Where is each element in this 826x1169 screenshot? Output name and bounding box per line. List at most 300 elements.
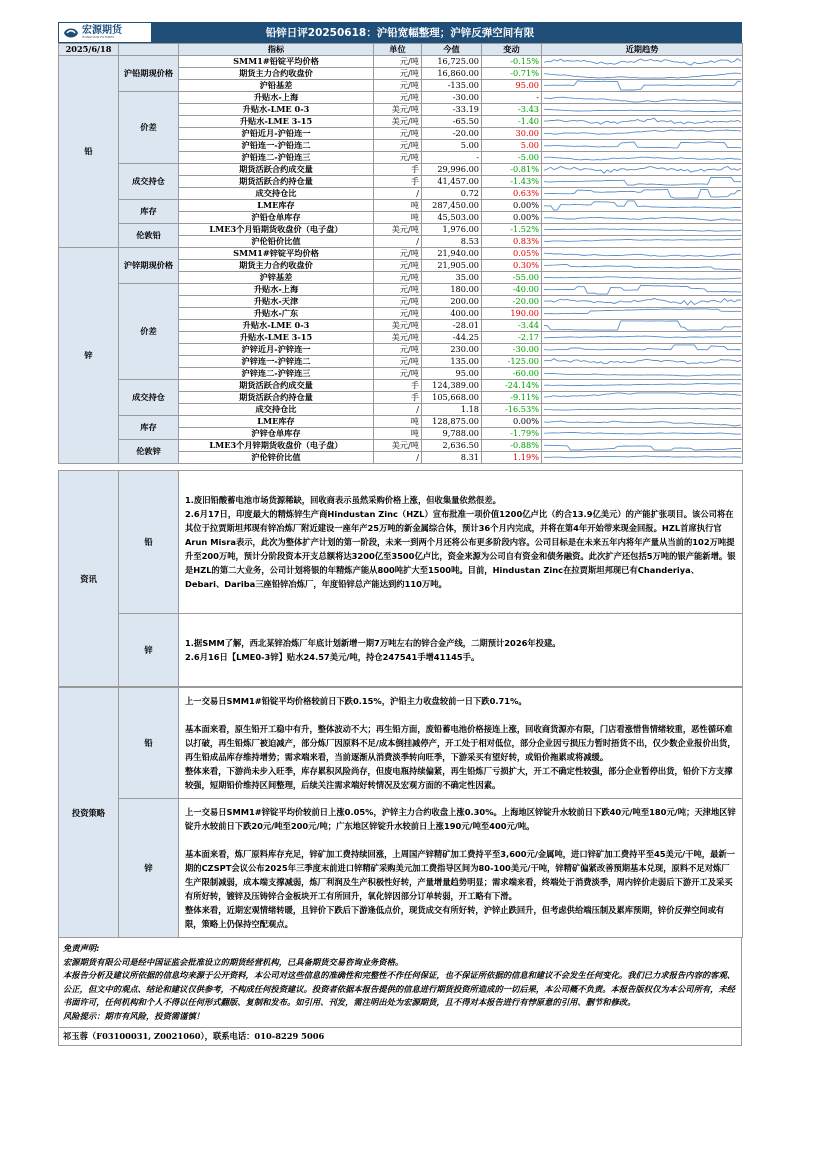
today-value: -44.25 [422,332,482,344]
table-header-row [59,44,743,56]
trend-sparkline [542,332,743,343]
unit-cell: 元/吨 [374,152,422,164]
trend-sparkline [542,236,743,247]
indicator-name: 升贴水-上海 [179,284,374,296]
table-row [59,164,743,176]
change-value: -30.00 [482,344,542,356]
unit-cell: 元/吨 [374,56,422,68]
sparkline-path [544,285,741,294]
news-zinc-label: 锌 [119,614,179,687]
trend-sparkline [542,308,743,319]
today-value: 230.00 [422,344,482,356]
trend-cell [542,104,743,116]
today-value: 9,788.00 [422,428,482,440]
sparkline-path [544,229,741,231]
trend-cell [542,176,743,188]
indicator-name: 升贴水-LME 3-15 [179,332,374,344]
sparkline-path [544,118,741,124]
group-label: 成交持仓 [119,164,179,200]
unit-cell: 元/吨 [374,248,422,260]
today-value: 128,875.00 [422,416,482,428]
change-value: -0.15% [482,56,542,68]
indicator-name: 沪铅近月-沪铅连一 [179,128,374,140]
report-header [58,22,742,43]
sparkline-path [544,253,741,256]
indicator-name: 期货主力合约收盘价 [179,68,374,80]
indicator-name: 沪铅基差 [179,80,374,92]
today-value: 200.00 [422,296,482,308]
trend-cell [542,164,743,176]
change-value: 0.00% [482,212,542,224]
today-value: 287,450.00 [422,200,482,212]
news-table [58,470,743,687]
indicator-name: 沪锌近月-沪锌连一 [179,344,374,356]
trend-sparkline [542,68,743,79]
indicator-name: 升贴水-LME 3-15 [179,116,374,128]
news-zinc-p2: 2.6月16日【LME0-3锌】贴水24.57美元/吨，持仓247541手增41145手。 [185,652,480,662]
table-body [59,56,743,464]
change-value: 0.05% [482,248,542,260]
news-lead-p2: 2.6月17日，印度最大的精炼锌生产商Hindustan Zinc（HZL）宣布批准一项价值1200亿卢比（约合13.9亿美元）的产能扩张项目。该公司将在其位于拉贾斯坦邦现有锌冶炼厂附近建设一座年产25万吨的新金属综合体，预计36个月内完成，并将在第4年开始带来现金回报。HZL首席执行官Arun Misra表示，此次为整体扩产计划的第一阶段，未来一到两个月还将公布更多阶段内容。公司目标是在未来五年内将年产量从当前的102万吨提升至200万吨，预计分阶段资本开支总额将达3200亿至3500亿卢比，资金来源为公司自有资金和债务融资。此次扩产还包括5万吨的银产能新增。银是HZL的第二大业务，公司计划将银的年精炼产能从800吨扩大至1500吨。目前，Hindustan Zinc在拉贾斯坦邦现已有Chanderiya、Debari、Dariba三座铅锌冶炼厂，年度铅锌总产能达到约110万吨。 [185,509,736,589]
sparkline-path [544,73,741,78]
indicator-name: 期货活跃合约持仓量 [179,392,374,404]
trend-cell [542,152,743,164]
sparkline-path [544,81,741,90]
indicator-name: 升贴水-上海 [179,92,374,104]
change-value: -3.44 [482,320,542,332]
indicator-name: LME3个月锌期货收盘价（电子盘） [179,440,374,452]
indicator-name: 成交持仓比 [179,404,374,416]
trend-cell [542,428,743,440]
trend-sparkline [542,92,743,103]
trend-cell [542,224,743,236]
today-value: 21,940.00 [422,248,482,260]
trend-cell [542,440,743,452]
today-value: 105,668.00 [422,392,482,404]
news-lead-p1: 1.废旧铅酸蓄电池市场货源稀缺，回收商表示虽然采购价格上涨，但收集量依然很差。 [185,495,501,505]
change-value: -9.11% [482,392,542,404]
change-value: -3.43 [482,104,542,116]
trend-cell [542,344,743,356]
news-lead-label: 铅 [119,471,179,614]
change-value: -60.00 [482,368,542,380]
news-label: 资讯 [59,471,119,687]
unit-cell: / [374,188,422,200]
change-value: 190.00 [482,308,542,320]
today-value: 8.31 [422,452,482,464]
sparkline-path [544,345,741,350]
indicator-name: 期货活跃合约持仓量 [179,176,374,188]
unit-cell: 元/吨 [374,368,422,380]
change-value: -1.40 [482,116,542,128]
table-row [59,284,743,296]
change-value: -16.53% [482,404,542,416]
sparkline-path [544,142,741,148]
trend-sparkline [542,416,743,427]
indicator-name: 升贴水-广东 [179,308,374,320]
sparkline-path [544,265,741,270]
strategy-zinc-label: 锌 [119,799,179,938]
trend-sparkline [542,428,743,439]
change-value: 0.00% [482,416,542,428]
trend-cell [542,116,743,128]
news-zinc-p1: 1.据SMM了解，西北某锌冶炼厂年底计划新增一期7万吨左右的锌合金产线，二期预计2026年投建。 [185,638,561,648]
unit-cell: 元/吨 [374,308,422,320]
trend-cell [542,332,743,344]
unit-cell: 手 [374,164,422,176]
table-row [59,224,743,236]
indicator-name: SMM1#锌锭平均价格 [179,248,374,260]
trend-cell [542,452,743,464]
indicator-name: 升贴水-LME 0-3 [179,104,374,116]
sparkline-path [544,359,741,364]
header-today: 今值 [422,44,482,56]
unit-cell: 手 [374,380,422,392]
change-value: 0.30% [482,260,542,272]
sparkline-path [544,383,741,385]
sparkline-path [544,408,741,410]
sparkline-path [544,456,741,458]
indicator-name: 沪锌基差 [179,272,374,284]
today-value: 41,457.00 [422,176,482,188]
sparkline-path [544,217,741,220]
change-value: 0.83% [482,236,542,248]
today-value: 400.00 [422,308,482,320]
trend-cell [542,296,743,308]
trend-sparkline [542,368,743,379]
logo-text: 宏源期货 [82,25,122,36]
unit-cell: 吨 [374,416,422,428]
strategy-lead-label: 铅 [119,688,179,799]
trend-cell [542,188,743,200]
strategy-zinc-text [179,799,743,938]
trend-sparkline [542,260,743,271]
unit-cell: 美元/吨 [374,320,422,332]
unit-cell: 元/吨 [374,140,422,152]
unit-cell: 手 [374,176,422,188]
trend-sparkline [542,344,743,355]
indicator-name: 期货活跃合约成交量 [179,164,374,176]
unit-cell: 美元/吨 [374,116,422,128]
strategy-lead-p4: 整体来看，下游尚未步入旺季，库存累积风险尚存，但废电瓶持续偏紧，再生铅炼厂亏损扩大，开工不确定性较强，部分企业暂停出货，铅价下方支撑较强，短期铅价维持区间整理，后续关注需求端好转情况及宏观方面的不确定性因素。 [185,766,733,790]
trend-cell [542,56,743,68]
trend-cell [542,404,743,416]
sparkline-path [544,277,741,279]
unit-cell: 美元/吨 [374,224,422,236]
sparkline-path [544,167,741,174]
unit-cell: 美元/吨 [374,440,422,452]
group-label: 库存 [119,416,179,440]
change-value: -40.00 [482,284,542,296]
unit-cell: 吨 [374,200,422,212]
trend-sparkline [542,248,743,259]
unit-cell: 元/吨 [374,260,422,272]
trend-sparkline [542,440,743,451]
trend-cell [542,380,743,392]
unit-cell: / [374,452,422,464]
change-value: -55.00 [482,272,542,284]
strategy-lead-p1: 上一交易日SMM1#铅锭平均价格较前日下跌0.15%，沪铅主力收盘较前一日下跌0.71%。 [185,696,527,706]
sparkline-path [544,421,741,426]
trend-sparkline [542,176,743,187]
today-value: 5.00 [422,140,482,152]
sparkline-path [544,201,741,210]
indicator-name: 沪铅仓单库存 [179,212,374,224]
company-logo [58,22,152,43]
today-value: 95.00 [422,368,482,380]
trend-sparkline [542,200,743,211]
table-row [59,440,743,452]
disclaimer-line2: 本报告分析及建议所依据的信息均来源于公开资料，本公司对这些信息的准确性和完整性不作任何保证，也不保证所依据的信息和建议不会发生任何变化。我们已力求报告内容的客观、公正，但文中的观点、结论和建议仅供参考，不构成任何投资建议。投资者依据本报告提供的信息进行期货投资所造成的一切后果，本公司概不负责。本报告版权仅为本公司所有，未经书面许可，任何机构和个人不得以任何形式翻版、复制和发布。如引用、刊发，需注明出处为宏源期货，且不得对本报告进行有悖原意的引用、删节和修改。 [63,970,736,1007]
trend-sparkline [542,116,743,127]
indicator-name: 升贴水-天津 [179,296,374,308]
sparkline-path [544,445,741,450]
change-value: -1.79% [482,428,542,440]
trend-sparkline [542,188,743,199]
unit-cell: 美元/吨 [374,332,422,344]
group-label: 伦敦锌 [119,440,179,464]
change-value: 5.00 [482,140,542,152]
trend-cell [542,128,743,140]
trend-sparkline [542,56,743,67]
change-value: 0.00% [482,200,542,212]
trend-sparkline [542,212,743,223]
table-row [59,56,743,68]
trend-cell [542,416,743,428]
trend-cell [542,92,743,104]
trend-sparkline [542,296,743,307]
change-value: 95.00 [482,80,542,92]
indicator-name: 沪伦锌价比值 [179,452,374,464]
change-value: -0.88% [482,440,542,452]
header-change: 变动 [482,44,542,56]
today-value: -20.00 [422,128,482,140]
change-value: -0.81% [482,164,542,176]
sparkline-path [544,373,741,376]
strategy-zinc-p3: 基本面来看，炼厂原料库存充足，锌矿加工费持续回涨，上周国产锌精矿加工费持平至3,600元/金属吨，进口锌矿加工费持平至45美元/干吨，最新一期的CZSPT会议公布2025年三季度末前进口锌精矿采购美元加工费指导区间为80-100美元/干吨，锌精矿偏紧改善预期基本兑现，原料不足对炼厂生产限制减弱，成本端支撑减弱，炼厂利润及生产积极性好转，产量增量趋势明显；需求端来看，终端处于消费淡季，周内锌价走弱后下游开工及采买有所好转，镀锌及压铸锌合金板块开工有所回升，氧化锌因部分订单转弱，开工略有下滑。 [185,849,735,901]
table-row [59,416,743,428]
table-row [59,248,743,260]
indicator-name: 沪锌仓单库存 [179,428,374,440]
sparkline-path [544,109,741,112]
trend-sparkline [542,356,743,367]
sparkline-path [544,393,741,397]
today-value: 21,905.00 [422,260,482,272]
logo-subtext: HONGYUAN FUTURES [82,35,115,39]
group-label: 沪铅期现价格 [119,56,179,92]
trend-sparkline [542,80,743,91]
trend-sparkline [542,104,743,115]
sparkline-path [544,309,741,314]
change-value: 1.19% [482,452,542,464]
today-value: 2,636.50 [422,440,482,452]
disclaimer-risk: 风险提示：期市有风险，投资需谨慎！ [63,1010,205,1021]
unit-cell: 元/吨 [374,296,422,308]
today-value: 1.18 [422,404,482,416]
group-label: 价差 [119,92,179,164]
unit-cell: 吨 [374,428,422,440]
group-label: 成交持仓 [119,380,179,416]
change-value: 0.63% [482,188,542,200]
unit-cell: / [374,404,422,416]
sparkline-path [544,336,741,338]
today-value: -28.01 [422,320,482,332]
indicator-name: 沪锌连二-沪锌连三 [179,368,374,380]
trend-sparkline [542,140,743,151]
indicator-name: 成交持仓比 [179,188,374,200]
trend-cell [542,200,743,212]
trend-cell [542,308,743,320]
today-value: 0.72 [422,188,482,200]
indicator-name: 沪铅连一-沪铅连二 [179,140,374,152]
change-value: -1.43% [482,176,542,188]
zinc-category: 锌 [59,248,119,464]
change-value: -125.00 [482,356,542,368]
change-value: -5.00 [482,152,542,164]
trend-sparkline [542,284,743,295]
trend-sparkline [542,404,743,415]
sparkline-path [544,130,741,134]
unit-cell: 元/吨 [374,356,422,368]
header-unit: 单位 [374,44,422,56]
trend-cell [542,248,743,260]
today-value: -65.50 [422,116,482,128]
news-zinc-text [179,614,743,687]
trend-cell [542,80,743,92]
group-label: 伦敦铅 [119,224,179,248]
trend-cell [542,260,743,272]
today-value: 29,996.00 [422,164,482,176]
today-value: 45,503.00 [422,212,482,224]
today-value: -33.19 [422,104,482,116]
trend-cell [542,68,743,80]
change-value: -2.17 [482,332,542,344]
change-value: - [482,92,542,104]
sparkline-path [544,321,741,330]
header-indicator: 指标 [179,44,374,56]
unit-cell: 美元/吨 [374,104,422,116]
disclaimer-line1: 宏源期货有限公司是经中国证监会批准设立的期货经营机构，已具备期货交易咨询业务资格。 [63,956,404,967]
unit-cell: / [374,236,422,248]
table-row [59,92,743,104]
strategy-zinc-p1: 上一交易日SMM1#锌锭平均价较前日上涨0.05%，沪锌主力合约收盘上涨0.30%。上海地区锌锭升水较前日下跌40元/吨至180元/吨；天津地区锌锭升水较前日下跌20元/吨至200元/吨；广东地区锌锭升水较前日上涨190元/吨至400元/吨。 [185,807,736,831]
trend-sparkline [542,392,743,403]
sparkline-path [544,189,741,198]
trend-sparkline [542,272,743,283]
trend-cell [542,356,743,368]
trend-cell [542,212,743,224]
trend-sparkline [542,224,743,235]
change-value: -0.71% [482,68,542,80]
group-label: 库存 [119,200,179,224]
indicator-name: LME库存 [179,416,374,428]
disclaimer [58,938,742,1028]
sparkline-path [544,157,741,160]
today-value: 35.00 [422,272,482,284]
trend-cell [542,368,743,380]
news-lead-text [179,471,743,614]
today-value: 180.00 [422,284,482,296]
indicator-name: 期货活跃合约成交量 [179,380,374,392]
indicator-name: SMM1#铅锭平均价格 [179,56,374,68]
change-value: -20.00 [482,296,542,308]
today-value: 16,860.00 [422,68,482,80]
sparkline-path [544,239,741,241]
sparkline-path [544,433,741,435]
strategy-zinc-p2 [185,833,736,847]
unit-cell: 元/吨 [374,128,422,140]
sparkline-path [544,59,741,66]
unit-cell: 元/吨 [374,272,422,284]
trend-cell [542,272,743,284]
strategy-lead-p3: 基本面来看，原生铅开工稳中有升，整体波动不大；再生铅方面，废铅蓄电池价格接连上涨，回收商货源亦有限，门店看涨惜售情绪较重，恶性循环难以打破，再生铅炼厂被迫减产，部分炼厂因原料不足/成本倒挂减停产，开工处于相对低位，部分企业因亏损压力暂时捂货不出，仅少数企业报价出货，再生铅成品库存维持增势；需求端来看，当前逐渐从消费淡季转向旺季，下游采买有望好转，或铅价拖累或将减缓。 [185,724,736,762]
analyst-footer: 祁玉蓉（F03100031, Z0021060），联系电话：010-8229 5006 [58,1028,742,1046]
header-trend: 近期趋势 [542,44,743,56]
change-value: -1.52% [482,224,542,236]
unit-cell: 元/吨 [374,284,422,296]
report-page [58,22,742,1046]
table-row [59,380,743,392]
unit-cell: 手 [374,392,422,404]
logo-icon [63,26,79,40]
trend-cell [542,392,743,404]
indicator-table [58,43,743,464]
indicator-name: 沪铅连二-沪铅连三 [179,152,374,164]
report-title: 铅锌日评20250618：沪铅宽幅整理；沪锌反弹空间有限 [265,27,535,39]
sparkline-path [544,97,741,102]
today-value: -30.00 [422,92,482,104]
trend-cell [542,320,743,332]
change-value: -24.14% [482,380,542,392]
group-label: 沪锌期现价格 [119,248,179,284]
strategy-table [58,687,743,938]
today-value: 135.00 [422,356,482,368]
today-value: 8.53 [422,236,482,248]
strategy-zinc-p4: 整体来看，近期宏观情绪转暖，且锌价下跌后下游逢低点价，现货成交有所好转，沪锌止跌回升，但考虑供给端压制及累库预期，锌价反弹空间或有限，策略上仍保持空配观点。 [185,905,725,929]
today-value: -135.00 [422,80,482,92]
indicator-name: 期货主力合约收盘价 [179,260,374,272]
trend-sparkline [542,380,743,391]
trend-cell [542,284,743,296]
trend-sparkline [542,128,743,139]
indicator-name: 沪伦铅价比值 [179,236,374,248]
sparkline-path [544,177,741,185]
indicator-name: 升贴水-LME 0-3 [179,320,374,332]
trend-sparkline [542,164,743,175]
change-value: 30.00 [482,128,542,140]
unit-cell: 元/吨 [374,80,422,92]
indicator-name: 沪锌连一-沪锌连二 [179,356,374,368]
trend-cell [542,236,743,248]
report-date: 2025/6/18 [59,44,119,56]
unit-cell: 吨 [374,212,422,224]
unit-cell: 元/吨 [374,92,422,104]
disclaimer-title: 免责声明: [63,943,100,953]
group-label: 价差 [119,284,179,380]
unit-cell: 元/吨 [374,68,422,80]
today-value: 124,389.00 [422,380,482,392]
lead-category: 铅 [59,56,119,248]
trend-cell [542,140,743,152]
today-value: 16,725.00 [422,56,482,68]
strategy-label: 投资策略 [59,688,119,938]
table-row [59,200,743,212]
indicator-name: LME库存 [179,200,374,212]
today-value: - [422,152,482,164]
trend-sparkline [542,452,743,463]
trend-sparkline [542,152,743,163]
strategy-lead-p2 [185,708,736,722]
